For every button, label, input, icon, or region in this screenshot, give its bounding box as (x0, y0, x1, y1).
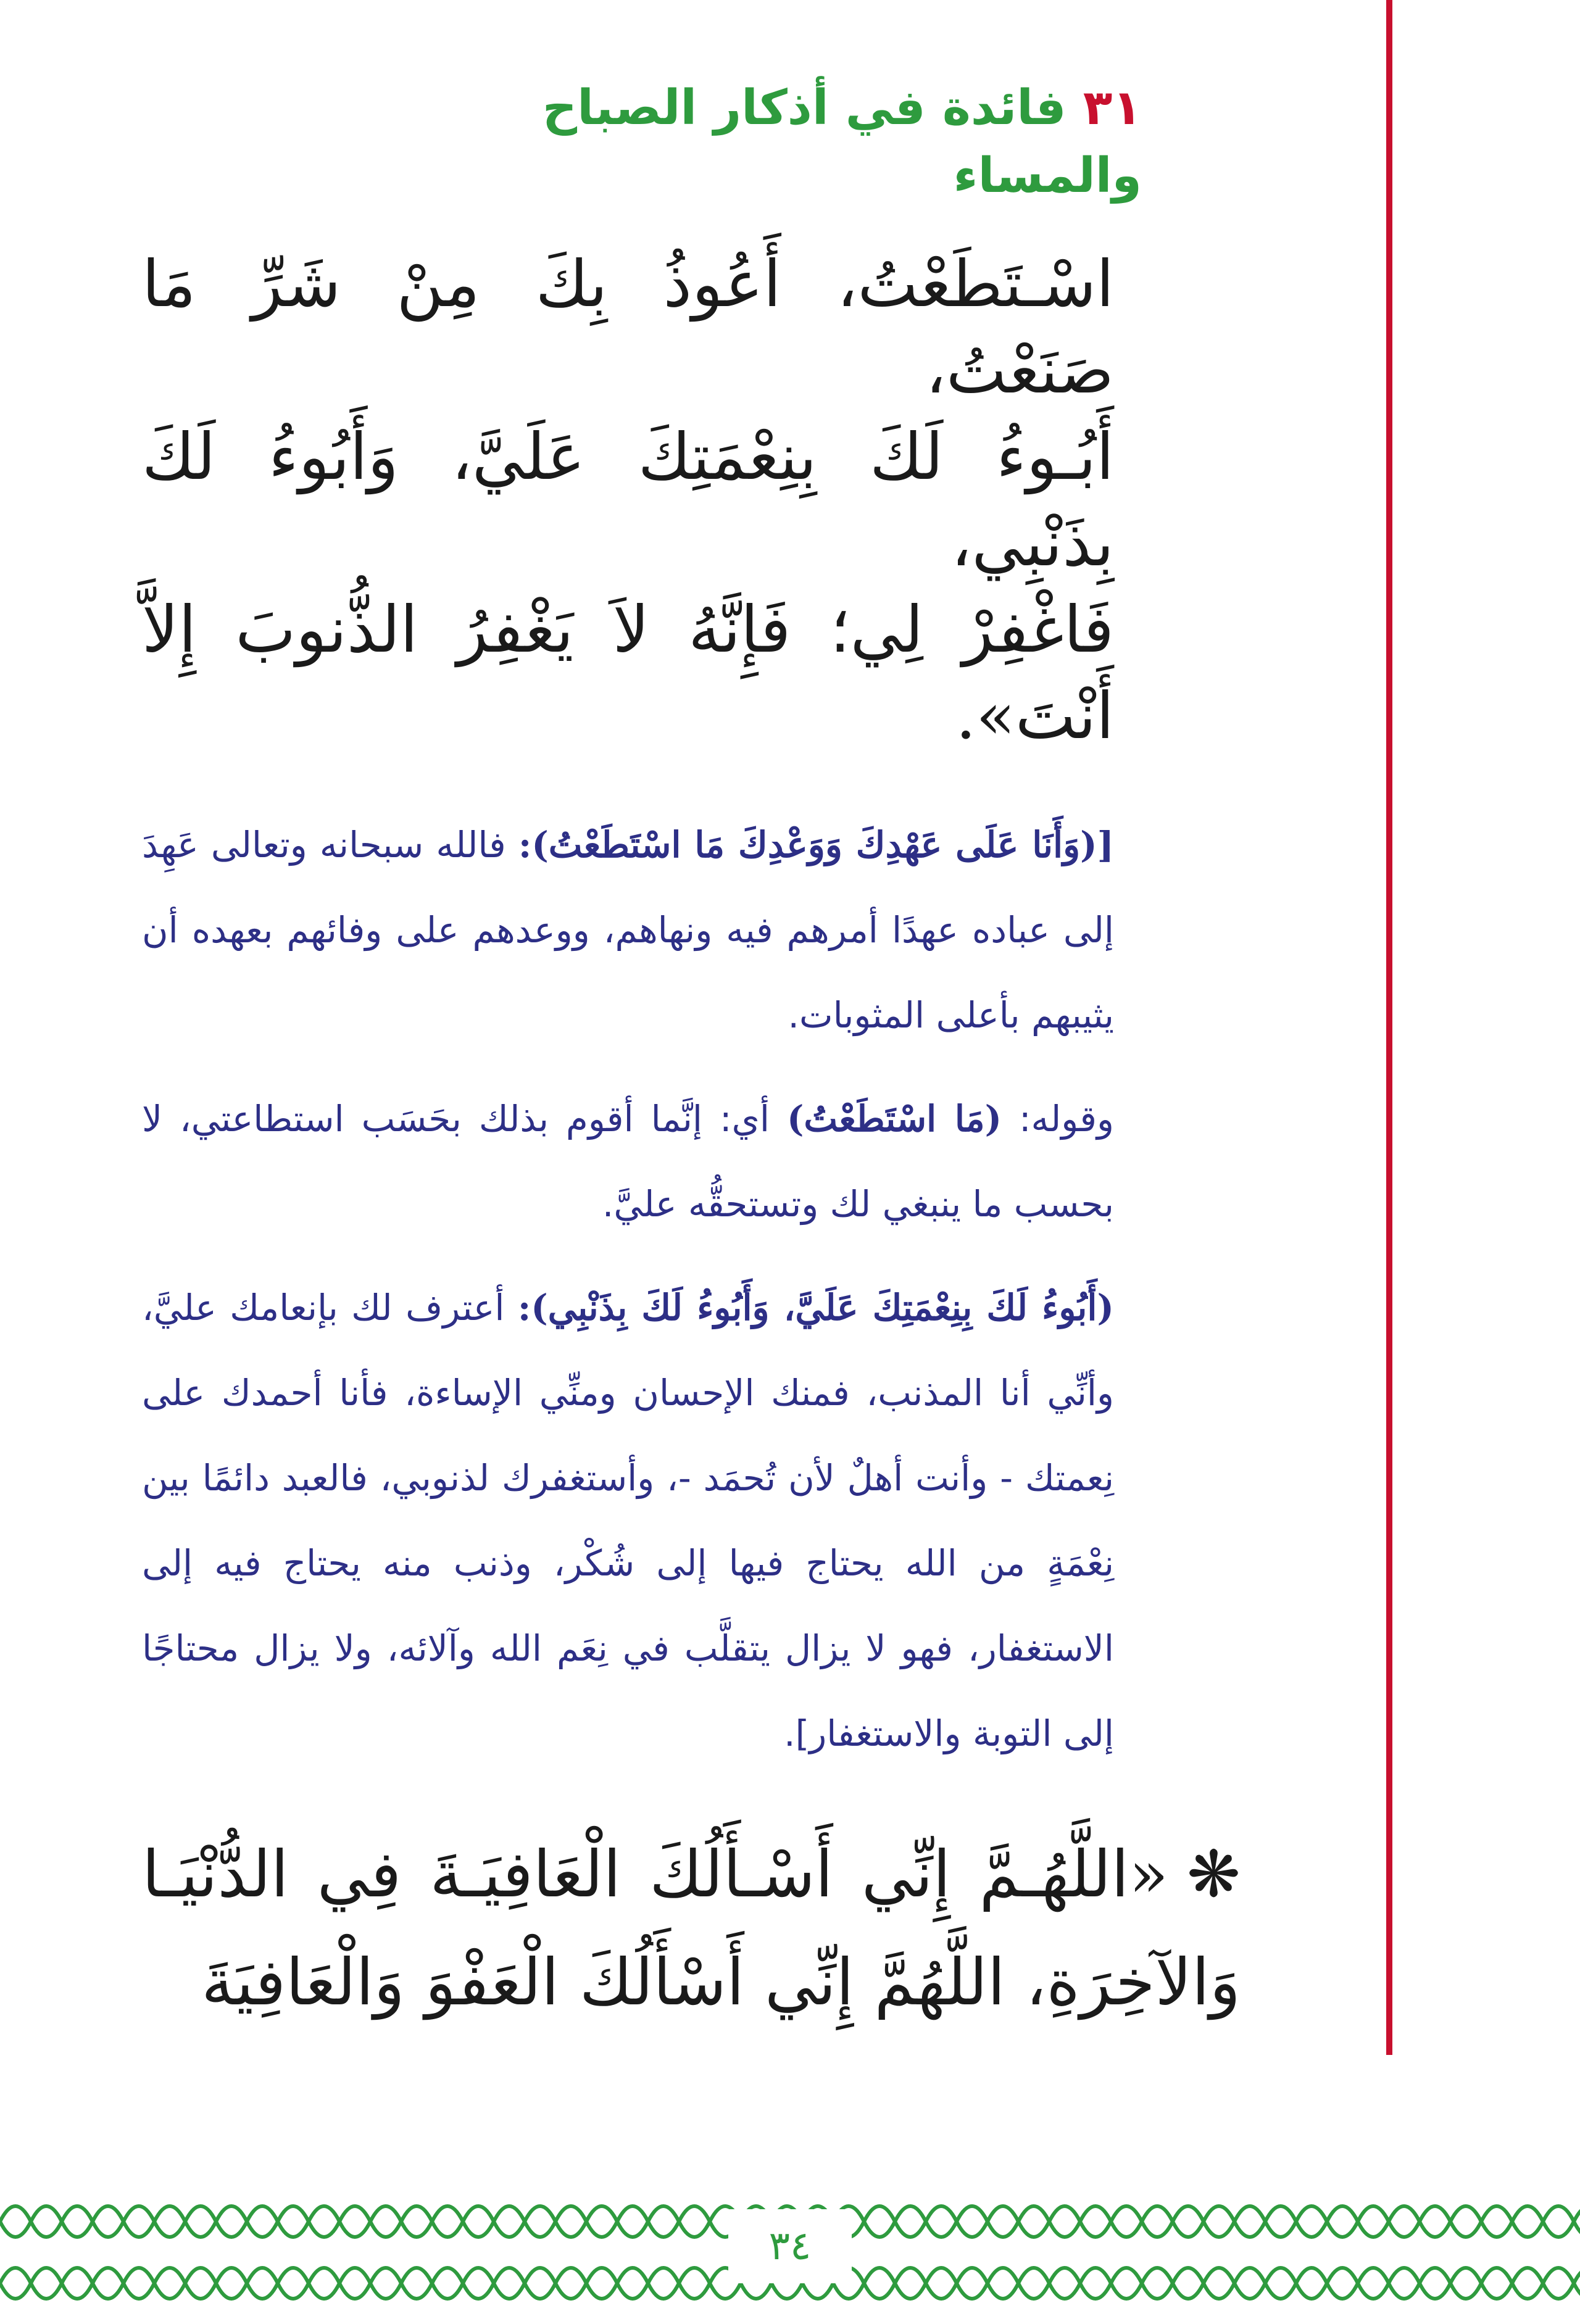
asterism-icon: ❋ (1186, 1836, 1241, 1912)
quoted-phrase: [(وَأَنَا عَلَى عَهْدِكَ وَوَعْدِكَ مَا اسْتَطَعْتُ): (518, 824, 1115, 866)
explanation-text: أعترف لك بإنعامك عليَّ، وأنِّي أنا المذنب، فمنك الإحسان ومنِّي الإساءة، فأنا أحمدك على نِعمتك - وأنت أهلٌ لأن تُحمَد -، وأستغفرك لذنوبي، فالعبد دائمًا بين نِعْمَةٍ من الله يحتاج فيها إلى شُكْر، وذنب منه يحتاج فيه إلى الاستغفار، فهو لا يزال يتقلَّب في نِعَم الله وآلائه، ولا يزال محتاجًا إلى التوبة والاستغفار]. (142, 1287, 1114, 1754)
dua-line: أَبُـوءُ لَكَ بِنِعْمَتِكَ عَلَيَّ، وَأَبُوءُ لَكَ بِذَنْبِي، (142, 419, 1114, 581)
explanation-text: فالله سبحانه وتعالى عَهِدَ إلى عباده عهدًا أمرهم فيه ونهاهم، ووعدهم على وفائهم بعهده أن يثيبهم بأعلى المثوبات. (142, 824, 1114, 1036)
page-body (142, 241, 1114, 1795)
explanation-paragraph (142, 802, 1114, 1058)
explanation-text: أي: إنَّما أقوم بذلك بحَسَب استطاعتي، لا بحسب ما ينبغي لك وتستحقُّه عليَّ. (142, 1098, 1114, 1225)
dua-passage-2 (142, 1820, 1241, 2036)
explanation-prefix: وقوله: (1019, 1098, 1115, 1140)
explanation-paragraph (142, 1265, 1114, 1776)
dua-text: «اللَّهُـمَّ إِنِّي أَسْـأَلُكَ الْعَافِيَـةَ فِي الدُّنْيَـا وَالآخِرَةِ، اللَّهُمَّ إِنِّي أَسْأَلُكَ الْعَفْوَ وَالْعَافِيَةَ (142, 1836, 1241, 2020)
explanation-paragraph (142, 1076, 1114, 1247)
page-number: ٣٤ (728, 2209, 852, 2283)
dua-line: فَاغْفِرْ لِي؛ فَإِنَّهُ لاَ يَغْفِرُ الذُّنوبَ إِلاَّ أَنْتَ». (142, 592, 1114, 753)
quoted-phrase: (مَا اسْتَطَعْتُ) (786, 1098, 1002, 1140)
quoted-phrase: (أَبُوءُ لَكَ بِنِعْمَتِكَ عَلَيَّ، وَأَبُوءُ لَكَ بِذَنْبِي): (517, 1287, 1114, 1329)
header-number: ٣١ (1083, 80, 1142, 136)
margin-rule (1386, 0, 1392, 2055)
header-title: فائدة في أذكار الصباح والمساء (542, 80, 1142, 204)
dua-line: اسْـتَطَعْتُ، أَعُوذُ بِكَ مِنْ شَرِّ مَا صَنَعْتُ، (142, 246, 1114, 408)
running-header (370, 74, 1142, 204)
dua-passage (142, 241, 1114, 759)
